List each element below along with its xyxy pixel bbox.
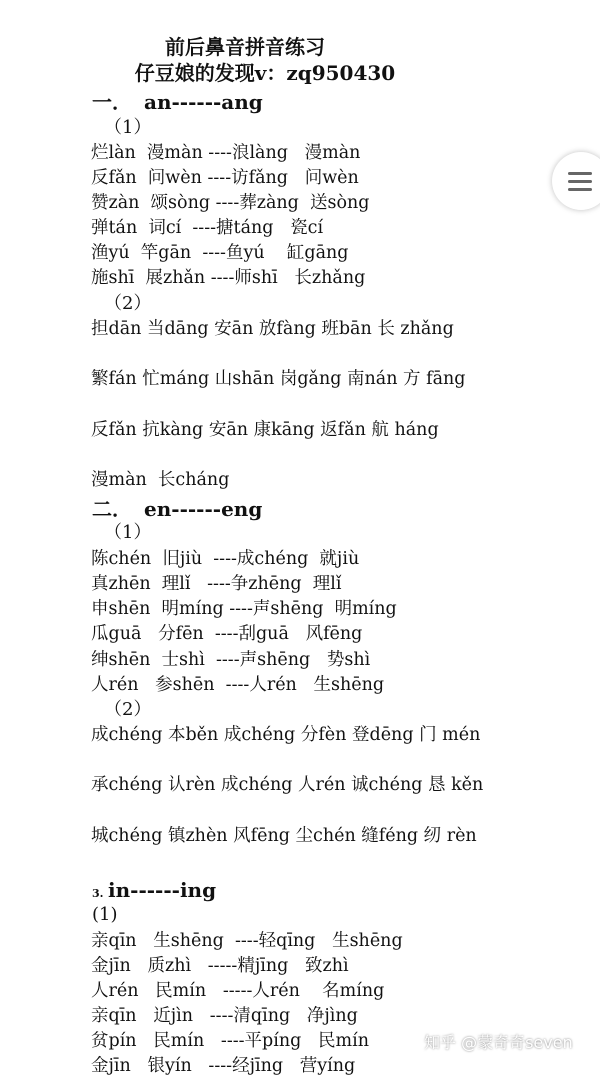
practice-line: 渔yú 竿gān ----鱼yú 缸gāng: [91, 243, 349, 263]
section-title: en------eng: [144, 497, 263, 521]
practice-line: 施shī 展zhǎn ----师shī 长zhǎng: [91, 268, 366, 288]
practice-line: 金jīn 银yín ----经jīng 营yíng: [91, 1056, 356, 1076]
practice-line: 瓜guā 分fēn ----刮guā 风fēng: [91, 624, 363, 644]
practice-line: 申shēn 明míng ----声shēng 明míng: [91, 599, 397, 619]
practice-line: 漫màn 长cháng: [91, 470, 230, 490]
section-title: an------ang: [144, 90, 263, 114]
menu-bar: [568, 172, 592, 175]
group-label: （1）: [104, 117, 152, 138]
group-label: （1）: [104, 522, 152, 543]
practice-line: 成chéng 本běn 成chéng 分fèn 登dēng 门 mén: [91, 725, 481, 745]
practice-line: 弹tán 词cí ----搪táng 瓷cí: [91, 218, 324, 238]
practice-line: 人rén 民mín -----人rén 名míng: [91, 981, 385, 1001]
practice-line: 反fǎn 抗kàng 安ān 康kāng 返fǎn 航 háng: [91, 420, 439, 440]
practice-line: 担dān 当dāng 安ān 放fàng 班bān 长 zhǎng: [91, 319, 454, 339]
practice-line: 城chéng 镇zhèn 风fēng 尘chén 缝féng 纫 rèn: [91, 826, 477, 846]
practice-line: 承chéng 认rèn 成chéng 人rén 诚chéng 恳 kěn: [91, 775, 484, 795]
page-title: 前后鼻音拼音练习: [165, 35, 325, 59]
practice-line: 烂làn 漫màn ----浪làng 漫màn: [91, 143, 361, 163]
section-heading: [92, 89, 263, 115]
page-subtitle: 仔豆娘的发现v：zq950430: [134, 61, 396, 85]
section-number: 3.: [92, 887, 104, 900]
group-label: （2）: [104, 293, 152, 314]
practice-line: 亲qīn 生shēng ----轻qīng 生shēng: [91, 931, 403, 951]
practice-line: 人rén 参shēn ----人rén 生shēng: [91, 675, 385, 695]
practice-line: 金jīn 质zhì -----精jīng 致zhì: [91, 956, 349, 976]
practice-line: 赞zàn 颂sòng ----葬zàng 送sòng: [91, 193, 370, 213]
practice-line: 繁fán 忙máng 山shān 岗gǎng 南nán 方 fāng: [91, 369, 466, 389]
section-heading: [92, 877, 216, 907]
section-number: 二．: [92, 497, 132, 521]
section-heading: [92, 496, 262, 522]
practice-line: 绅shēn 士shì ----声shēng 势shì: [91, 650, 371, 670]
section-number: 一．: [92, 90, 132, 114]
menu-bar: [568, 188, 592, 191]
watermark: 知乎 @蒙奇奇seven: [424, 1033, 573, 1052]
group-label: （2）: [104, 699, 152, 720]
practice-line: 贫pín 民mín ----平píng 民mín: [91, 1031, 369, 1051]
practice-line: 反fǎn 问wèn ----访fǎng 问wèn: [91, 168, 359, 188]
section-title: in------ing: [108, 878, 217, 902]
group-label: (1): [92, 904, 118, 925]
menu-bar: [568, 180, 592, 183]
practice-line: 亲qīn 近jìn ----清qīng 净jìng: [91, 1006, 358, 1026]
practice-line: 真zhēn 理lǐ ----争zhēng 理lǐ: [91, 574, 342, 594]
practice-line: 陈chén 旧jiù ----成chéng 就jiù: [91, 549, 360, 569]
